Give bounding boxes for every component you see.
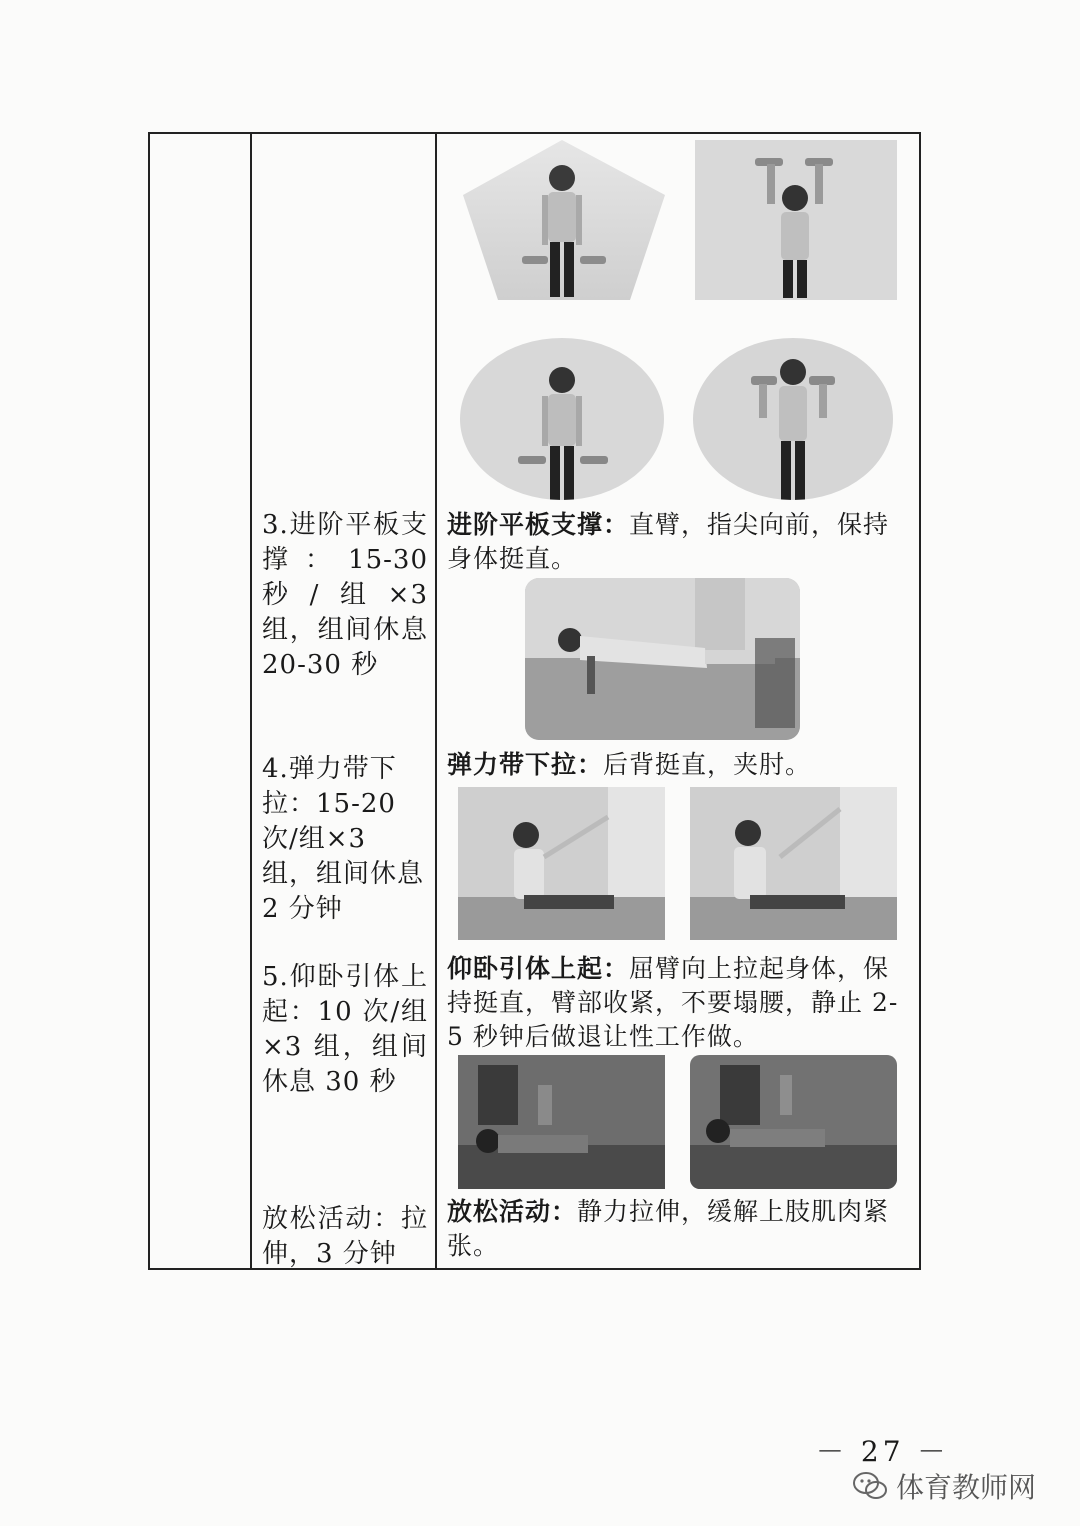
- page-number: － 27 －: [816, 1435, 950, 1468]
- table-right-border: [919, 132, 921, 1270]
- table-left-border: [148, 132, 150, 1270]
- photo-plank: [525, 578, 800, 740]
- exercise-3-desc-title: 进阶平板支撑：: [447, 510, 630, 539]
- photo-band-pulldown-2: [690, 787, 897, 940]
- exercise-4-desc-body: 后背挺直，夹肘。: [603, 750, 812, 779]
- relax-desc-body: 静力拉伸，缓解上肢肌肉紧张。: [447, 1197, 890, 1260]
- exercise-4-label: 4.弹力带下拉：15-20 次/组×3 组，组间休息 2 分钟: [262, 754, 425, 924]
- exercise-4-description: [447, 748, 913, 782]
- table-top-border: [148, 132, 921, 134]
- relax-desc-title: 放松活动：: [447, 1197, 578, 1226]
- exercise-5-desc-title: 仰卧引体上起：: [447, 954, 630, 983]
- exercise-3-label: 3.进阶平板支撑：15-30 秒/组×3 组，组间休息 20-30 秒: [262, 510, 428, 680]
- exercise-5-label: 5.仰卧引体上起：10 次/组×3 组，组间休息 30 秒: [262, 962, 428, 1097]
- relax-label: 放松活动：拉伸，3 分钟: [262, 1204, 428, 1269]
- photo-arms-down-pentagon: [460, 140, 665, 300]
- photo-arms-overhead: [695, 140, 897, 300]
- exercise-4-desc-title: 弹力带下拉：: [447, 750, 604, 779]
- photo-inverted-row-1: [458, 1055, 665, 1189]
- exercise-5-desc-body: 屈臂向上拉起身体，保持挺直，臂部收紧，不要塌腰，静止 2-5 秒钟后做退让性工作做。: [447, 954, 899, 1051]
- photo-arms-down-ellipse: [460, 338, 665, 501]
- table-divider-1: [250, 132, 252, 1270]
- wechat-icon: [852, 1470, 888, 1502]
- exercise-3-description: [447, 508, 913, 576]
- watermark: [852, 1466, 1036, 1506]
- watermark-text: 体育教师网: [896, 1471, 1037, 1504]
- table-divider-2: [435, 132, 437, 1270]
- photo-band-pulldown-1: [458, 787, 665, 940]
- exercise-5-description: [447, 952, 913, 1054]
- photo-inverted-row-2: [690, 1055, 897, 1189]
- relax-description: [447, 1195, 917, 1263]
- photo-curl-ellipse: [693, 338, 893, 501]
- exercise-3-desc-body: 直臂，指尖向前，保持身体挺直。: [447, 510, 890, 573]
